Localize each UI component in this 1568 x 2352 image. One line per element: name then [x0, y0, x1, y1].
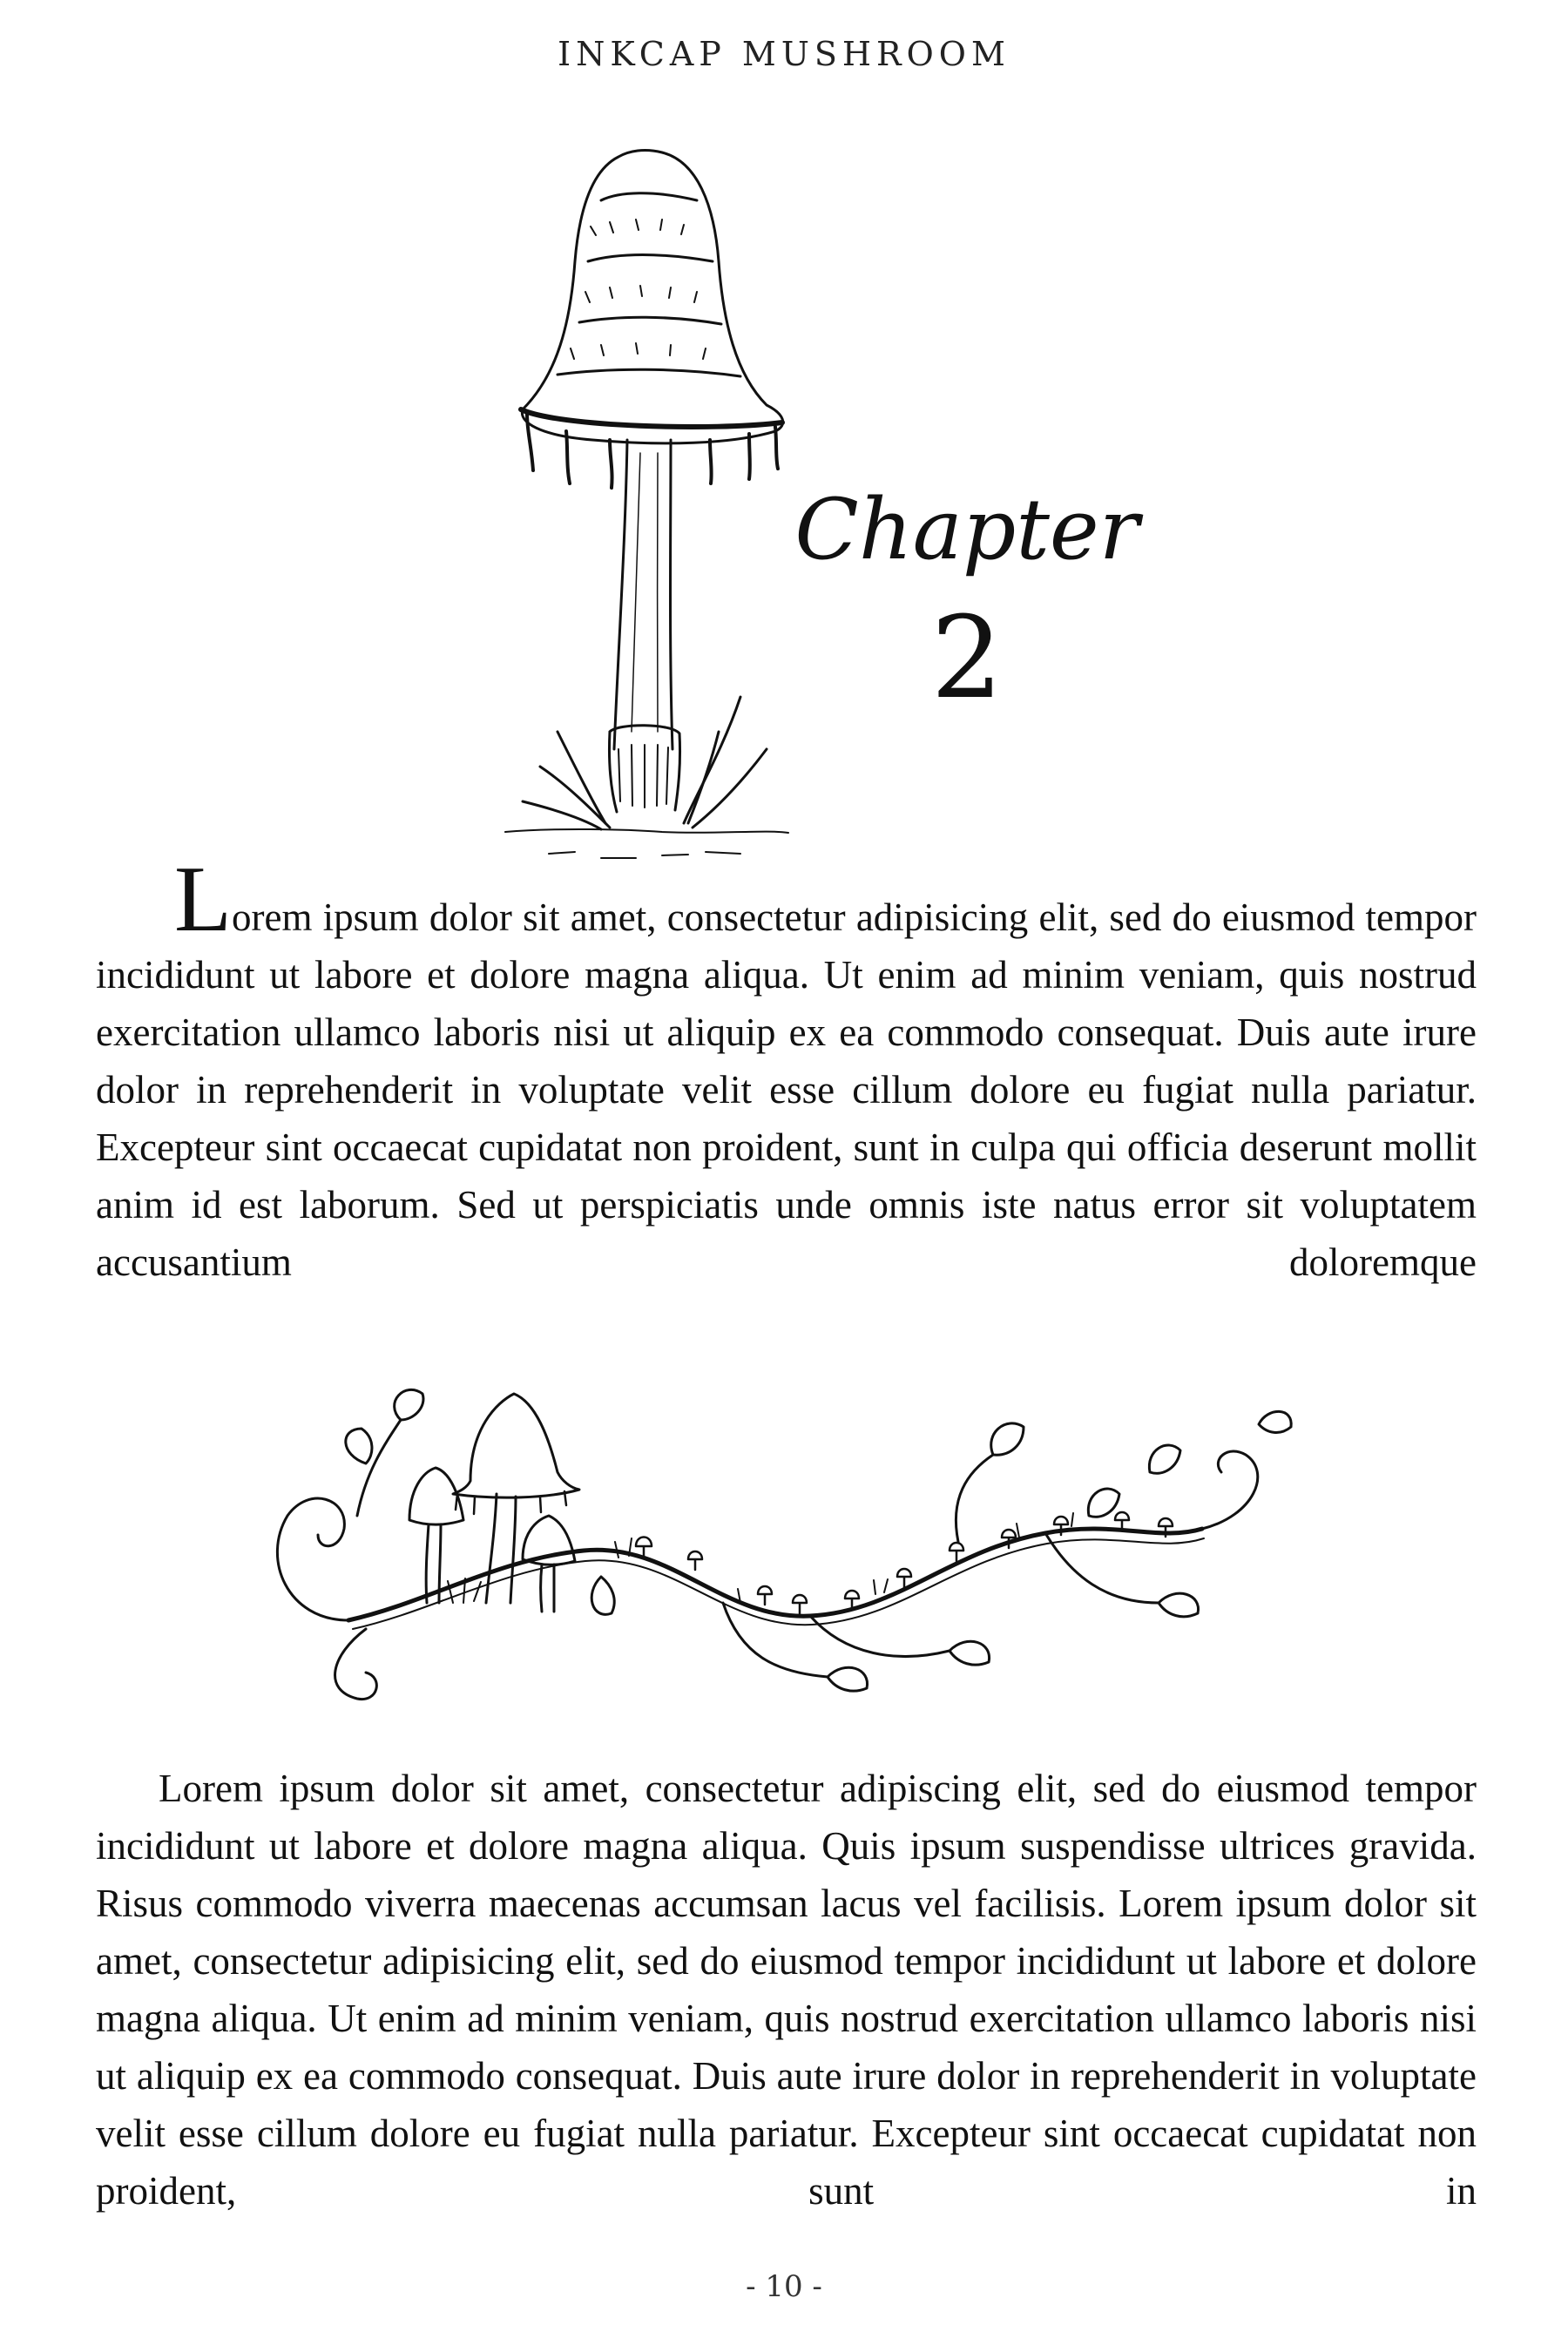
- mushroom-vine-border-illustration: [235, 1342, 1333, 1725]
- chapter-title: Chapter: [794, 481, 1139, 578]
- paragraph-1-text: orem ipsum dolor sit amet, consectetur adipisicing elit, sed do eiusmod tempor incididunt ut labore et dolore magna aliqua. Ut enim ad minim veniam, quis nostrud exercitation ullamco laboris nisi ut aliquip ex ea commodo consequat. Duis aute irure dolor in reprehenderit in voluptate velit esse cillum dolore eu fugiat nulla pariatur. Excepteur sint occaecat cupidatat non proident, sunt in culpa qui officia deserunt mollit anim id est laborum. Sed ut perspiciatis unde omnis iste natus error sit voluptatem accusantium doloremque: [96, 896, 1477, 1284]
- running-head: INKCAP MUSHROOM: [558, 35, 1010, 73]
- paragraph-2: Lorem ipsum dolor sit amet, consectetur adipiscing elit, sed do eiusmod tempor incididunt ut labore et dolore magna aliqua. Quis ipsum suspendisse ultrices gravida. Risus commodo viverra maecenas accumsan lacus vel facilisis. Lorem ipsum dolor sit amet, consectetur adipisicing elit, sed do eiusmod tempor incididunt ut labore et dolore magna aliqua. Ut enim ad minim veniam, quis nostrud exercitation ullamco laboris nisi ut aliquip ex ea commodo consequat. Duis aute irure dolor in reprehenderit in voluptate velit esse cillum dolore eu fugiat nulla pariatur. Excepteur sint occaecat cupidatat non proident, sunt in: [96, 1767, 1477, 2213]
- drop-cap: L: [174, 848, 232, 951]
- paragraph-1: [96, 848, 1477, 1291]
- page-number: - 10 -: [746, 2269, 822, 2304]
- chapter-number: 2: [930, 591, 1004, 724]
